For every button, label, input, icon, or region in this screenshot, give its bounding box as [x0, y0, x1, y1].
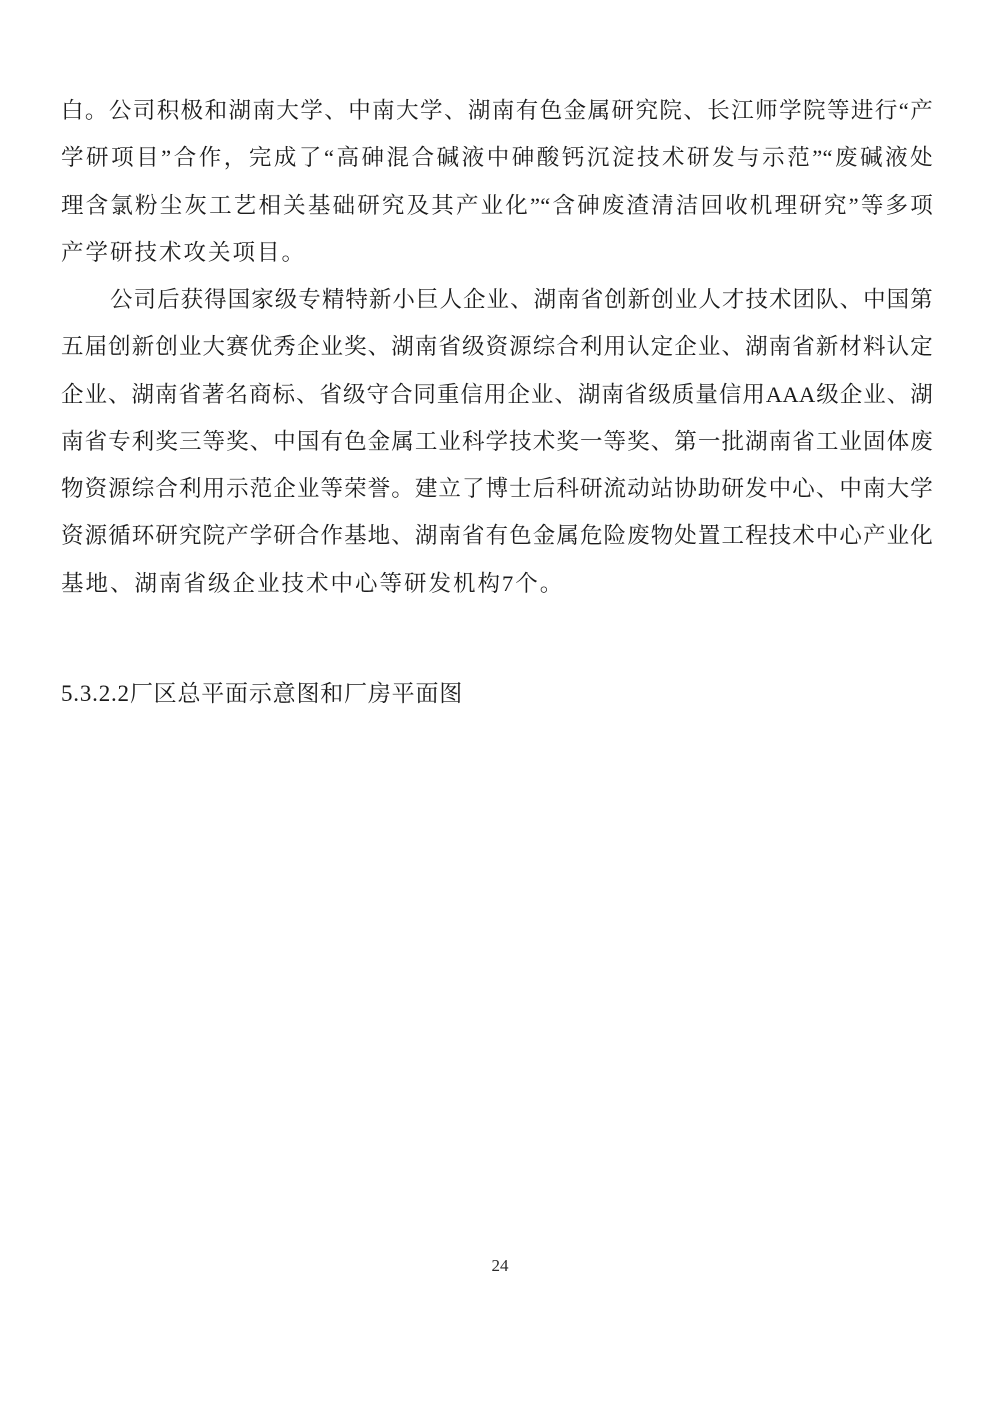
paragraph-line: 产学研技术攻关项目。 — [61, 239, 307, 265]
paragraph-line: 南省专利奖三等奖、中国有色金属工业科学技术奖一等奖、第一批湖南省工业固体废 — [61, 428, 933, 454]
paragraph-1 — [61, 87, 933, 276]
paragraph-line: 基地、湖南省级企业技术中心等研发机构7个。 — [61, 570, 565, 596]
paragraph-2 — [61, 276, 933, 607]
text-content — [61, 87, 933, 607]
paragraph-line: 物资源综合利用示范企业等荣誉。建立了博士后科研流动站协助研发中心、中南大学 — [61, 476, 933, 501]
paragraph-line: 公司后获得国家级专精特新小巨人企业、湖南省创新创业人才技术团队、中国第 — [110, 287, 933, 312]
paragraph-line: 学研项目”合作，完成了“高砷混合碱液中砷酸钙沉淀技术研发与示范”“废碱液处 — [61, 145, 933, 171]
paragraph-line: 理含氯粉尘灰工艺相关基础研究及其产业化”“含砷废渣清洁回收机理研究”等多项 — [61, 192, 933, 218]
paragraph-line: 五届创新创业大赛优秀企业奖、湖南省级资源综合利用认定企业、湖南省新材料认定 — [61, 334, 933, 360]
paragraph-line: 白。公司积极和湖南大学、中南大学、湖南有色金属研究院、长江师学院等进行“产 — [61, 98, 933, 123]
page-number: 24 — [491, 1256, 509, 1275]
section-heading: 5.3.2.2厂区总平面示意图和厂房平面图 — [61, 681, 464, 706]
paragraph-line: 资源循环研究院产学研合作基地、湖南省有色金属危险废物处置工程技术中心产业化 — [61, 523, 933, 549]
paragraph-line: 企业、湖南省著名商标、省级守合同重信用企业、湖南省级质量信用AAA级企业、湖 — [61, 381, 933, 407]
